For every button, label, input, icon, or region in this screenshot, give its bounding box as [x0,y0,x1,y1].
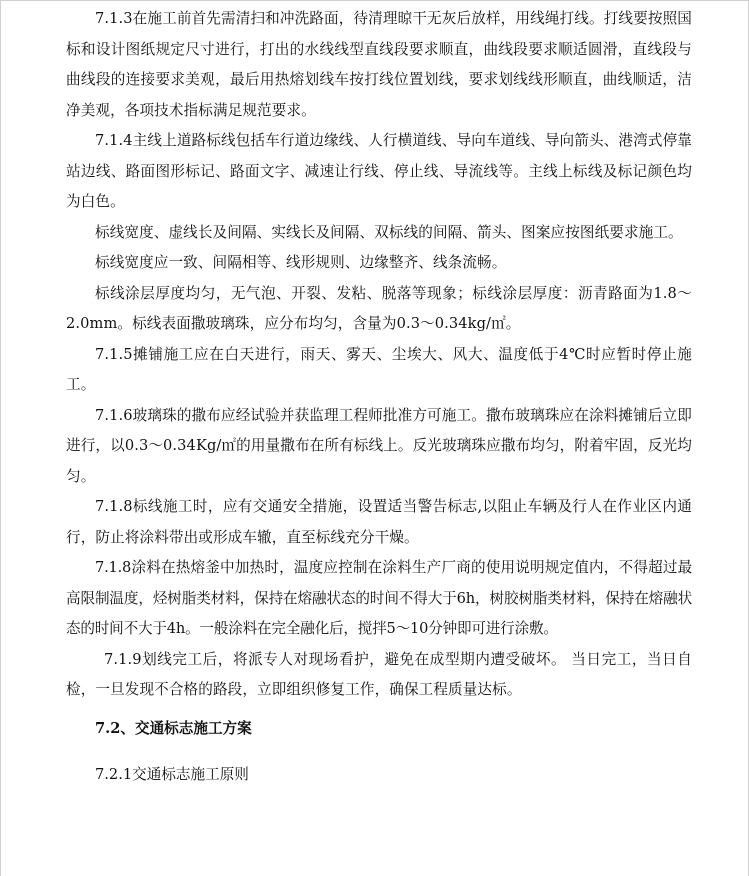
page-border-left [0,0,1,876]
paragraph-line-uniformity: 标线宽度应一致、间隔相等、线形规则、边缘整齐、线条流畅。 [95,254,507,271]
paragraph-7-1-4: 7.1.4主线上道路标线包括车行道边缘线、人行横道线、导向车道线、导向箭头、港湾式停靠站边线、路面图形标记、路面文字、减速让行线、停止线、导流线等。主线上标线及标记颜色均为白色。 [66,132,692,210]
paragraph-7-1-3: 7.1.3在施工前首先需清扫和冲洗路面，待清理晾干无灰后放样，用线绳打线。打线要按照国标和设计图纸规定尺寸进行，打出的水线线型直线段要求顺直，曲线段要求顺适圆滑，直线段与曲线段的连接要求美观，最后用热熔划线车按打线位置划线，要求划线线形顺直，曲线顺适，洁净美观，各项技术指标满足规范要求。 [66,10,692,119]
paragraph-7-1-6: 7.1.6玻璃珠的撒布应经试验并获监理工程师批准方可施工。撒布玻璃珠应在涂料摊铺后立即进行，以0.3～0.34Kg/㎡的用量撒布在所有标线上。反光玻璃珠应撒布均匀，附着牢固，反光均匀。 [66,406,692,485]
paragraph-7-1-8-safety: 7.1.8标线施工时，应有交通安全措施，设置适当警告标志,以阻止车辆及行人在作业区内通行，防止将涂料带出或形成车辙，直至标线充分干燥。 [66,498,692,546]
paragraph-coating-thickness: 标线涂层厚度均匀，无气泡、开裂、发粘、脱落等现象；标线涂层厚度：沥青路面为1.8～2.0mm。标线表面撒玻璃珠，应分布均匀，含量为0.3～0.34kg/㎡。 [66,284,692,332]
paragraph-line-width-spec: 标线宽度、虚线长及间隔、实线长及间隔、双标线的间隔、箭头、图案应按图纸要求施工。 [95,223,683,241]
document-body [66,4,692,791]
section-heading: 7.2、交通标志施工方案 [95,719,252,737]
page-border-top [0,0,749,1]
paragraph-7-1-5: 7.1.5摊铺施工应在白天进行，雨天、雾天、尘埃大、风大、温度低于4℃时应暂时停止施工。 [66,345,692,393]
paragraph-7-1-8-heating: 7.1.8涂料在热熔釜中加热时，温度应控制在涂料生产厂商的使用说明规定值内，不得超过最高限制温度，烃树脂类材料，保持在熔融状态的时间不得大于6h，树胶树脂类材料，保持在熔融状态的时间不大于4h。一般涂料在完全融化后，搅拌5～10分钟即可进行涂敷。 [66,559,692,637]
subsection-heading: 7.2.1交通标志施工原则 [95,766,249,783]
paragraph-7-1-9: 7.1.9划线完工后，将派专人对现场看护，避免在成型期内遭受破坏。 当日完工，当日自检，一旦发现不合格的路段，立即组织修复工作，确保工程质量达标。 [66,650,692,698]
